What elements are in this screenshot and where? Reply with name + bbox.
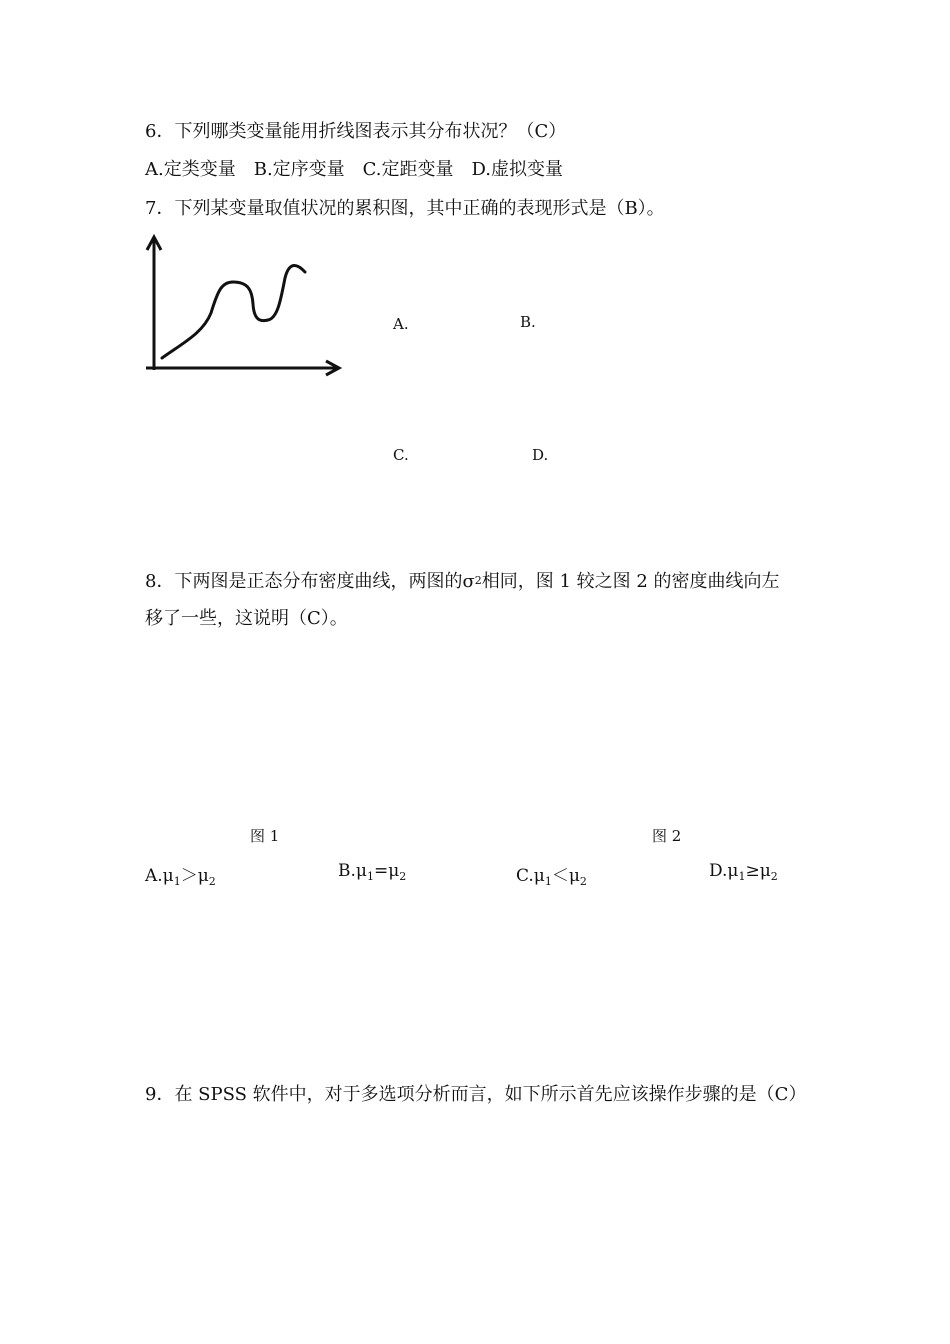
q8-option-d bbox=[709, 861, 778, 883]
q8-option-d-prefix: D.μ bbox=[709, 861, 739, 881]
q8-option-c-sub2: 2 bbox=[579, 875, 587, 888]
sketch-curve bbox=[162, 265, 305, 358]
q6-options: A.定类变量 B.定序变量 C.定距变量 D.虚拟变量 bbox=[145, 159, 564, 180]
q7-option-b-label: B. bbox=[520, 313, 536, 331]
q7-option-d-label: D. bbox=[532, 446, 549, 464]
q8-option-c-prefix: C.μ bbox=[516, 866, 545, 886]
q8-option-a-op: ＞μ bbox=[180, 866, 209, 886]
q8-option-d-sub1: 1 bbox=[738, 870, 746, 883]
q8-option-a bbox=[145, 861, 216, 888]
q8-option-c-sub1: 1 bbox=[544, 875, 552, 888]
q8-option-b bbox=[338, 861, 406, 883]
q8-question-line2: 移了一些，这说明（C）。 bbox=[145, 608, 348, 629]
q7-option-c-label: C. bbox=[393, 446, 409, 464]
q8-option-c bbox=[516, 861, 587, 888]
q8-option-a-sub1: 1 bbox=[173, 875, 181, 888]
q8-option-b-sub2: 2 bbox=[399, 870, 407, 883]
q7-option-a-label: A. bbox=[393, 315, 409, 333]
q8-sigma-exp: 2 bbox=[474, 574, 482, 587]
q8-sigma: σ bbox=[462, 571, 475, 592]
q8-option-a-sub2: 2 bbox=[208, 875, 216, 888]
q7-question: 7．下列某变量取值状况的累积图，其中正确的表现形式是（B）。 bbox=[145, 198, 665, 219]
q8-figure2-caption: 图 2 bbox=[652, 827, 682, 845]
q8-option-d-sub2: 2 bbox=[770, 870, 778, 883]
q8-text-pre: 8．下两图是正态分布密度曲线，两图的 bbox=[145, 571, 463, 592]
q9-question: 9．在 SPSS 软件中，对于多选项分析而言，如下所示首先应该操作步骤的是（C） bbox=[145, 1084, 807, 1105]
q8-option-c-op: ＜μ bbox=[551, 866, 580, 886]
q8-option-b-sub1: 1 bbox=[366, 870, 374, 883]
q8-question-line1 bbox=[145, 570, 780, 593]
q8-option-b-prefix: B.μ bbox=[338, 861, 367, 881]
q8-option-a-prefix: A.μ bbox=[145, 866, 174, 886]
q8-option-d-op: ≥μ bbox=[745, 861, 771, 881]
q8-text-post: 相同，图 1 较之图 2 的密度曲线向左 bbox=[481, 571, 780, 592]
q6-question: 6．下列哪类变量能用折线图表示其分布状况？（C） bbox=[145, 121, 567, 142]
cumulative-curve-sketch bbox=[138, 228, 348, 378]
q8-option-b-op: =μ bbox=[373, 861, 400, 881]
q8-figure1-caption: 图 1 bbox=[250, 827, 280, 845]
